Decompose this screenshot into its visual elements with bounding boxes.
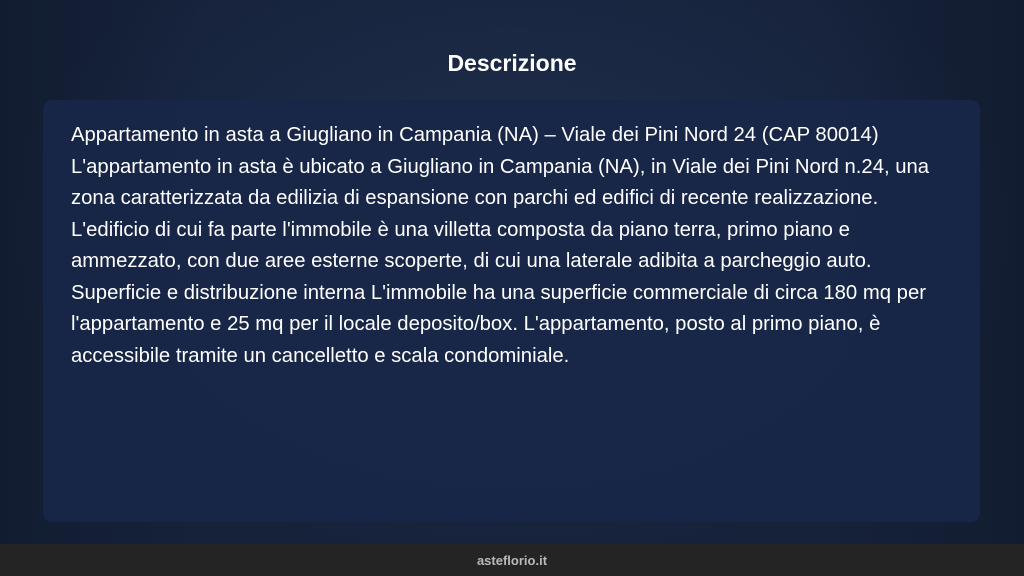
footer-site-label: asteflorio.it xyxy=(476,552,548,568)
footer-bar xyxy=(0,544,1024,576)
description-text: Appartamento in asta a Giugliano in Campania (NA) – Viale dei Pini Nord 24 (CAP 80014) L'appartamento in asta è ubicato a Giugliano in Campania (NA), in Viale dei Pini Nord n.24, una zona caratterizzata da edilizia di espansione con parchi ed edifici di recente realizzazione. L'edificio di cui fa parte l'immobile è una villetta composta da piano terra, primo piano e ammezzato, con due aree esterne scoperte, di cui una laterale adibita a parcheggio auto. Superficie e distribuzione interna L'immobile ha una superficie commerciale di circa 180 mq per l'appartamento e 25 mq per il locale deposito/box. L'appartamento, posto al primo piano, è accessibile tramite un cancelletto e scala condominiale. xyxy=(71,124,930,367)
description-card xyxy=(43,100,980,522)
page-title: Descrizione xyxy=(447,50,577,76)
